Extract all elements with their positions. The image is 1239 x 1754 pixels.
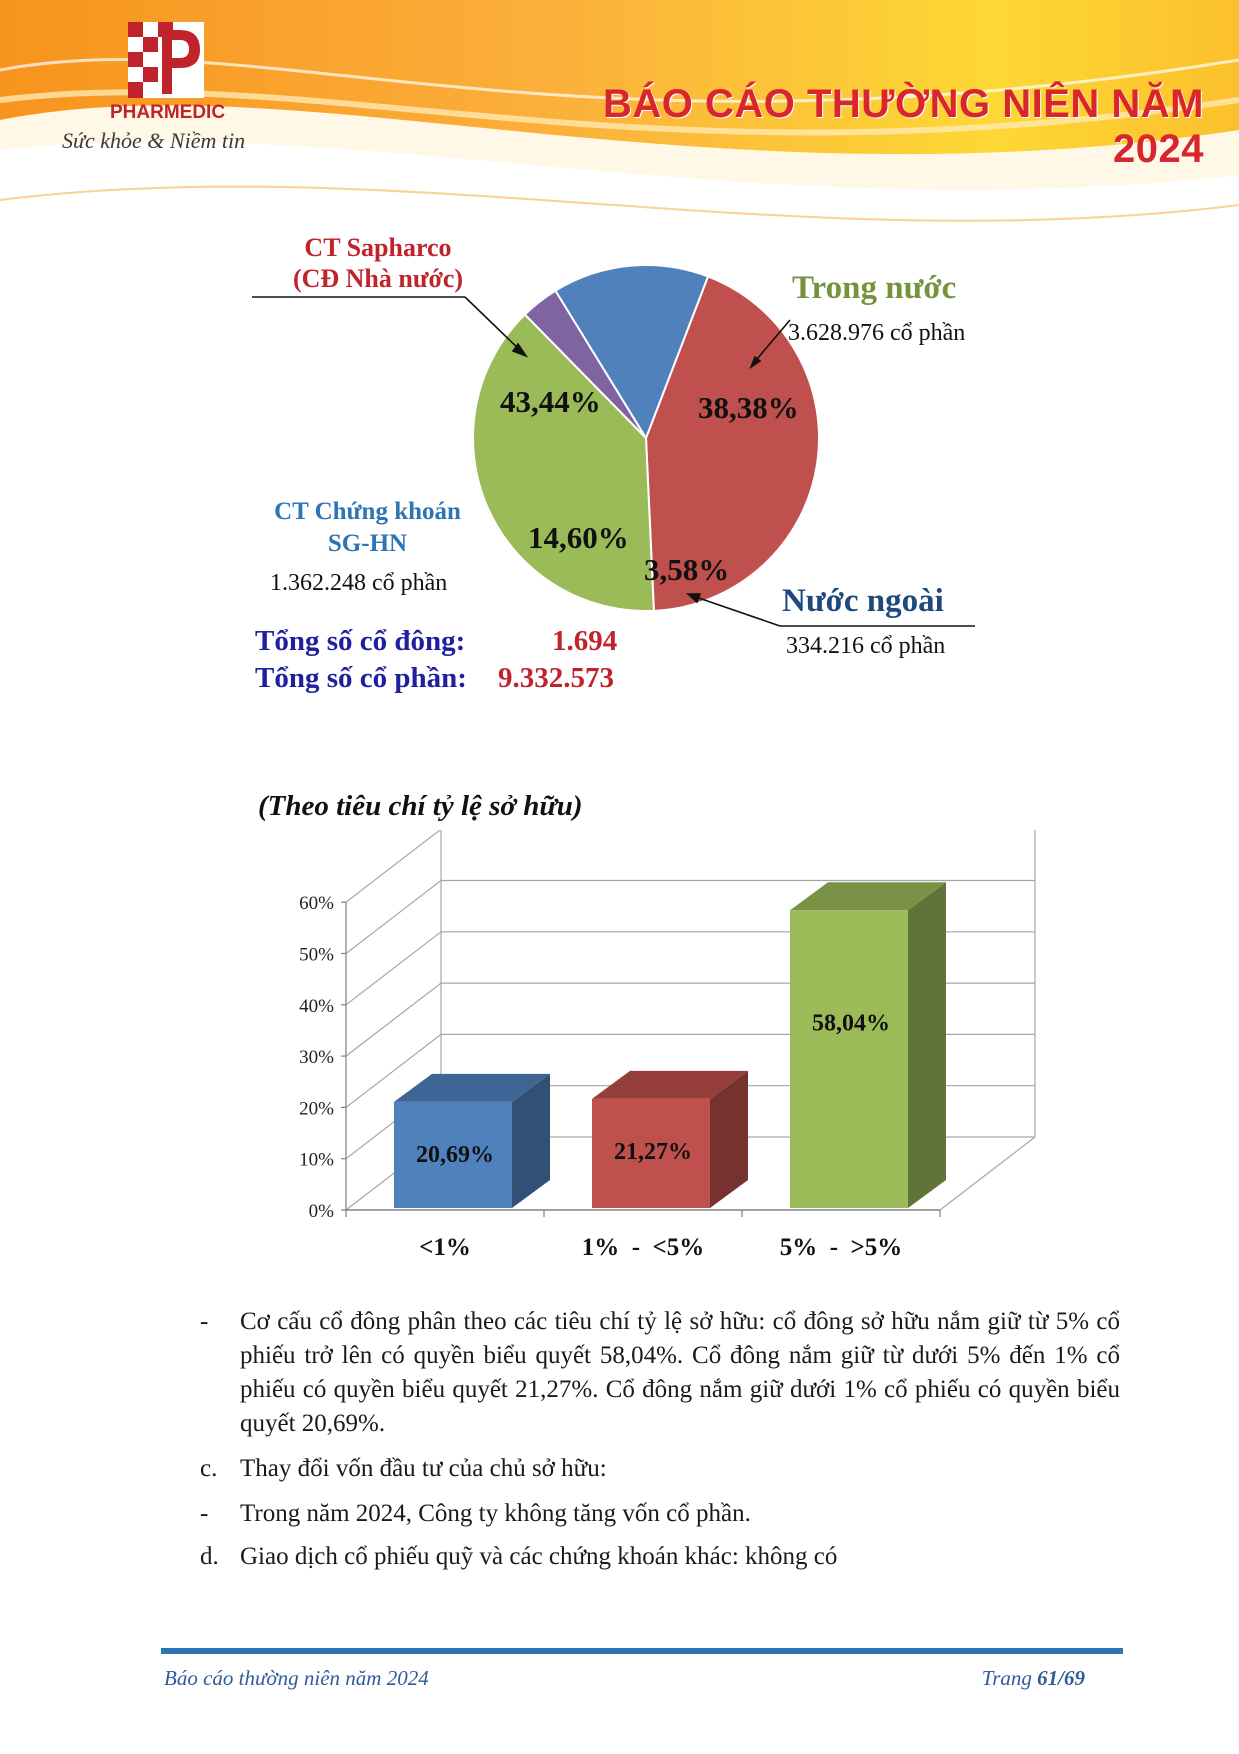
list-text: Giao dịch cổ phiếu quỹ và các chứng khoán khác: không có [240, 1543, 838, 1570]
y-tick-label: 40% [299, 995, 334, 1017]
total-shares-value: 9.332.573 [498, 662, 614, 694]
list-marker: - [200, 1500, 209, 1527]
pie-value-label: 3,58% [644, 552, 730, 587]
y-tick-label: 30% [299, 1047, 334, 1069]
label-sapharco [268, 232, 488, 294]
total-holders-label: Tổng số cổ đông: [255, 625, 466, 657]
list-marker: - [200, 1308, 209, 1335]
label-sapharco-line2: (CĐ Nhà nước) [292, 264, 464, 293]
pharmedic-logo [128, 22, 204, 98]
shareholder-pie-chart [0, 230, 1239, 700]
label-domestic: Trong nước [792, 270, 957, 306]
report-title: BÁO CÁO THƯỜNG NIÊN NĂM 2024 [602, 82, 1204, 171]
y-tick-label: 60% [299, 893, 334, 915]
floor-edge [940, 1137, 1035, 1210]
label-securities-line1: CT Chứng khoán [274, 498, 461, 525]
pie-value-label: 14,60% [528, 520, 629, 555]
page-value: 61/69 [1037, 1666, 1085, 1690]
list-marker: c. [200, 1455, 218, 1482]
label-foreign-shares: 334.216 cổ phần [786, 633, 946, 659]
bar-value-label: 20,69% [416, 1141, 494, 1168]
label-securities-shares: 1.362.248 cổ phần [270, 570, 448, 596]
page-prefix: Trang [981, 1666, 1038, 1690]
x-category-label: <1% [419, 1234, 471, 1261]
label-sapharco-line1: CT Sapharco [304, 233, 452, 262]
x-category-label: 1% - <5% [581, 1234, 705, 1261]
brand-slogan: Sức khỏe & Niềm tin [62, 128, 246, 153]
bar-front [790, 910, 908, 1208]
bar-value-label: 21,27% [614, 1138, 692, 1165]
brand-name: PHARMEDIC [110, 102, 226, 123]
x-category-label: 5% - >5% [779, 1234, 903, 1261]
bar-side [908, 882, 946, 1208]
bar-value-label: 58,04% [812, 1010, 890, 1037]
bar [790, 882, 946, 1208]
y-tick-label: 0% [308, 1201, 334, 1222]
label-securities [240, 496, 495, 560]
y-tick-label: 10% [299, 1149, 334, 1171]
y-tick-label: 20% [299, 1098, 334, 1120]
label-foreign: Nước ngoài [782, 583, 944, 619]
page-number [970, 1666, 1085, 1691]
ownership-bar-chart [270, 830, 1070, 1280]
footer-title: Báo cáo thường niên năm 2024 [164, 1666, 429, 1690]
total-shares-label: Tổng số cổ phần: [255, 662, 467, 694]
y-tick-label: 50% [299, 944, 334, 966]
label-domestic-shares: 3.628.976 cổ phần [788, 320, 966, 346]
bar-chart-heading: (Theo tiêu chí tỷ lệ sở hữu) [258, 790, 583, 822]
pie-value-label: 38,38% [698, 390, 799, 425]
pie-value-label: 43,44% [500, 384, 601, 419]
list-text: Cơ cấu cổ đông phân theo các tiêu chí tỷ lệ sở hữu: cổ đông sở hữu nắm giữ từ 5% cổ phiếu trở lên có quyền biểu quyết 58,04%. Cổ đông nắm giữ từ dưới 5% đến 1% cổ phiếu có quyền biểu quyết 21,27%. Cổ đông nắm giữ dưới 1% cổ phiếu có quyền biểu quyết 20,69%. [240, 1308, 1120, 1437]
label-securities-line2: SG-HN [327, 530, 408, 557]
list-text: Trong năm 2024, Công ty không tăng vốn cổ phần. [240, 1500, 751, 1527]
total-holders-value: 1.694 [552, 625, 618, 657]
footer-rule [161, 1648, 1123, 1654]
list-marker: d. [200, 1543, 219, 1570]
list-text: Thay đổi vốn đầu tư của chủ sở hữu: [240, 1455, 607, 1482]
